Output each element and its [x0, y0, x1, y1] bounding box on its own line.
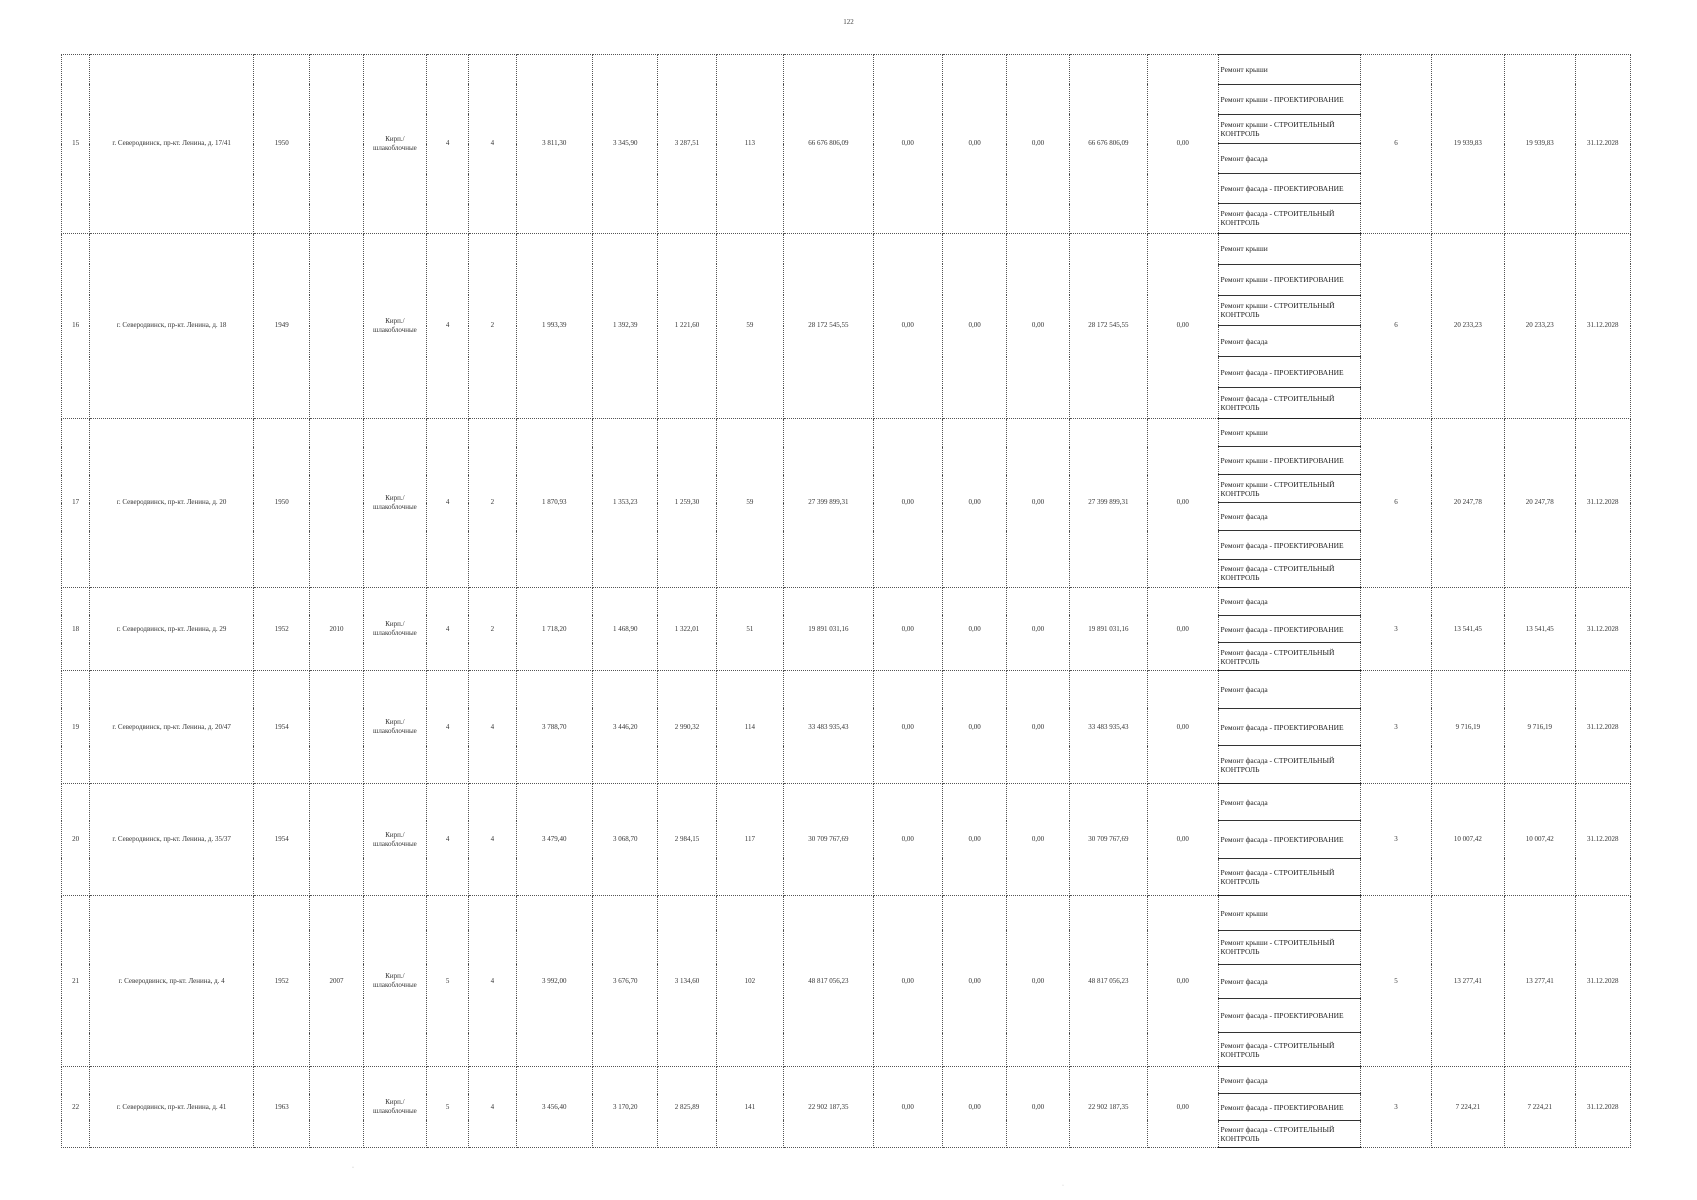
fund-regional: 0,00 [942, 233, 1006, 418]
floors: 4 [427, 671, 469, 784]
work-type: Ремонт фасада [1218, 783, 1361, 821]
deadline: 31.12.2028 [1575, 55, 1631, 234]
year-built: 1950 [254, 418, 310, 587]
table-row [62, 55, 1631, 85]
fund-other: 0,00 [1148, 1067, 1218, 1148]
year-repair: 2010 [310, 587, 363, 670]
works-count: 5 [1361, 896, 1431, 1067]
address: г. Северодвинск, пр-кт. Ленина, д. 20 [90, 418, 254, 587]
deadline: 31.12.2028 [1575, 671, 1631, 784]
works-count: 3 [1361, 587, 1431, 670]
wall-material: Кирп./ шлакоблочные [363, 896, 426, 1067]
limit-cost: 10 007,42 [1505, 783, 1575, 896]
wall-material: Кирп./ шлакоблочные [363, 233, 426, 418]
year-repair [310, 233, 363, 418]
work-type: Ремонт фасада - ПРОЕКТИРОВАНИЕ [1218, 821, 1361, 859]
entrances: 4 [469, 55, 516, 234]
entrances: 4 [469, 896, 516, 1067]
residents: 59 [716, 418, 783, 587]
work-type: Ремонт фасада [1218, 671, 1361, 709]
work-type: Ремонт фасада [1218, 1067, 1361, 1094]
residents: 51 [716, 587, 783, 670]
year-built: 1963 [254, 1067, 310, 1148]
work-type: Ремонт крыши - ПРОЕКТИРОВАНИЕ [1218, 84, 1361, 114]
cost-total: 66 676 806,09 [784, 55, 874, 234]
fund-other: 0,00 [1148, 783, 1218, 896]
fund-owners: 48 817 056,23 [1069, 896, 1147, 1067]
limit-cost: 13 277,41 [1505, 896, 1575, 1067]
area-total: 3 992,00 [516, 896, 592, 1067]
capital-repair-register-table [61, 54, 1631, 1148]
work-type: Ремонт фасада - ПРОЕКТИРОВАНИЕ [1218, 174, 1361, 204]
fund-local: 0,00 [1007, 671, 1069, 784]
row-number: 16 [62, 233, 90, 418]
cost-total: 27 399 899,31 [784, 418, 874, 587]
fund-local: 0,00 [1007, 55, 1069, 234]
fund-local: 0,00 [1007, 587, 1069, 670]
fund-owners: 22 902 187,35 [1069, 1067, 1147, 1148]
unit-cost: 13 541,45 [1431, 587, 1504, 670]
work-type: Ремонт крыши - СТРОИТЕЛЬНЫЙ КОНТРОЛЬ [1218, 930, 1361, 964]
area-premises: 1 353,23 [593, 418, 658, 587]
work-type: Ремонт фасада [1218, 587, 1361, 615]
area-living: 2 825,89 [658, 1067, 716, 1148]
scan-speck: · [352, 1165, 354, 1171]
work-type: Ремонт фасада - ПРОЕКТИРОВАНИЕ [1218, 615, 1361, 643]
work-type: Ремонт фасада - СТРОИТЕЛЬНЫЙ КОНТРОЛЬ [1218, 1033, 1361, 1067]
cost-total: 30 709 767,69 [784, 783, 874, 896]
table-row [62, 671, 1631, 709]
floors: 4 [427, 233, 469, 418]
work-type: Ремонт фасада - ПРОЕКТИРОВАНИЕ [1218, 357, 1361, 388]
year-repair [310, 671, 363, 784]
work-type: Ремонт фасада - ПРОЕКТИРОВАНИЕ [1218, 708, 1361, 746]
work-type: Ремонт крыши [1218, 896, 1361, 930]
fund-federal: 0,00 [873, 671, 942, 784]
work-type: Ремонт крыши [1218, 55, 1361, 85]
work-type: Ремонт крыши [1218, 233, 1361, 264]
year-built: 1950 [254, 55, 310, 234]
fund-regional: 0,00 [942, 55, 1006, 234]
page-number: 122 [843, 18, 854, 26]
table-row [62, 418, 1631, 446]
row-number: 20 [62, 783, 90, 896]
register-body [62, 55, 1631, 1148]
works-count: 3 [1361, 783, 1431, 896]
work-type: Ремонт фасада [1218, 144, 1361, 174]
fund-local: 0,00 [1007, 1067, 1069, 1148]
address: г. Северодвинск, пр-кт. Ленина, д. 29 [90, 587, 254, 670]
work-type: Ремонт крыши - СТРОИТЕЛЬНЫЙ КОНТРОЛЬ [1218, 475, 1361, 503]
year-built: 1952 [254, 896, 310, 1067]
area-premises: 3 170,20 [593, 1067, 658, 1148]
year-repair [310, 783, 363, 896]
area-living: 1 259,30 [658, 418, 716, 587]
entrances: 4 [469, 1067, 516, 1148]
works-count: 3 [1361, 1067, 1431, 1148]
work-type: Ремонт крыши - СТРОИТЕЛЬНЫЙ КОНТРОЛЬ [1218, 114, 1361, 144]
deadline: 31.12.2028 [1575, 418, 1631, 587]
limit-cost: 9 716,19 [1505, 671, 1575, 784]
residents: 141 [716, 1067, 783, 1148]
fund-regional: 0,00 [942, 783, 1006, 896]
residents: 59 [716, 233, 783, 418]
work-type: Ремонт фасада - ПРОЕКТИРОВАНИЕ [1218, 1094, 1361, 1121]
area-living: 1 221,60 [658, 233, 716, 418]
year-built: 1949 [254, 233, 310, 418]
work-type: Ремонт фасада - ПРОЕКТИРОВАНИЕ [1218, 998, 1361, 1032]
area-premises: 1 392,39 [593, 233, 658, 418]
fund-federal: 0,00 [873, 1067, 942, 1148]
fund-owners: 28 172 545,55 [1069, 233, 1147, 418]
fund-other: 0,00 [1148, 233, 1218, 418]
entrances: 2 [469, 418, 516, 587]
row-number: 15 [62, 55, 90, 234]
fund-other: 0,00 [1148, 587, 1218, 670]
work-type: Ремонт фасада [1218, 326, 1361, 357]
work-type: Ремонт фасада [1218, 503, 1361, 531]
fund-regional: 0,00 [942, 1067, 1006, 1148]
area-living: 2 990,32 [658, 671, 716, 784]
year-repair [310, 418, 363, 587]
limit-cost: 19 939,83 [1505, 55, 1575, 234]
entrances: 4 [469, 783, 516, 896]
entrances: 2 [469, 587, 516, 670]
address: г. Северодвинск, пр-кт. Ленина, д. 18 [90, 233, 254, 418]
floors: 4 [427, 587, 469, 670]
wall-material: Кирп./ шлакоблочные [363, 55, 426, 234]
area-total: 1 718,20 [516, 587, 592, 670]
area-living: 3 134,60 [658, 896, 716, 1067]
address: г. Северодвинск, пр-кт. Ленина, д. 17/41 [90, 55, 254, 234]
unit-cost: 7 224,21 [1431, 1067, 1504, 1148]
work-type: Ремонт фасада - СТРОИТЕЛЬНЫЙ КОНТРОЛЬ [1218, 858, 1361, 896]
row-number: 21 [62, 896, 90, 1067]
unit-cost: 20 247,78 [1431, 418, 1504, 587]
cost-total: 28 172 545,55 [784, 233, 874, 418]
row-number: 18 [62, 587, 90, 670]
fund-regional: 0,00 [942, 418, 1006, 587]
fund-local: 0,00 [1007, 896, 1069, 1067]
work-type: Ремонт фасада - СТРОИТЕЛЬНЫЙ КОНТРОЛЬ [1218, 746, 1361, 784]
entrances: 2 [469, 233, 516, 418]
work-type: Ремонт фасада - СТРОИТЕЛЬНЫЙ КОНТРОЛЬ [1218, 388, 1361, 419]
fund-regional: 0,00 [942, 587, 1006, 670]
area-total: 1 993,39 [516, 233, 592, 418]
area-living: 1 322,01 [658, 587, 716, 670]
work-type: Ремонт фасада - СТРОИТЕЛЬНЫЙ КОНТРОЛЬ [1218, 204, 1361, 234]
fund-owners: 27 399 899,31 [1069, 418, 1147, 587]
fund-federal: 0,00 [873, 233, 942, 418]
fund-federal: 0,00 [873, 587, 942, 670]
fund-owners: 19 891 031,16 [1069, 587, 1147, 670]
work-type: Ремонт крыши - СТРОИТЕЛЬНЫЙ КОНТРОЛЬ [1218, 295, 1361, 326]
unit-cost: 9 716,19 [1431, 671, 1504, 784]
limit-cost: 13 541,45 [1505, 587, 1575, 670]
floors: 5 [427, 1067, 469, 1148]
floors: 4 [427, 783, 469, 896]
year-built: 1954 [254, 783, 310, 896]
wall-material: Кирп./ шлакоблочные [363, 671, 426, 784]
address: г. Северодвинск, пр-кт. Ленина, д. 20/47 [90, 671, 254, 784]
unit-cost: 10 007,42 [1431, 783, 1504, 896]
limit-cost: 20 247,78 [1505, 418, 1575, 587]
floors: 5 [427, 896, 469, 1067]
unit-cost: 20 233,23 [1431, 233, 1504, 418]
work-type: Ремонт фасада - СТРОИТЕЛЬНЫЙ КОНТРОЛЬ [1218, 559, 1361, 587]
fund-federal: 0,00 [873, 896, 942, 1067]
fund-other: 0,00 [1148, 896, 1218, 1067]
work-type: Ремонт крыши - ПРОЕКТИРОВАНИЕ [1218, 447, 1361, 475]
deadline: 31.12.2028 [1575, 783, 1631, 896]
floors: 4 [427, 55, 469, 234]
fund-other: 0,00 [1148, 418, 1218, 587]
fund-local: 0,00 [1007, 783, 1069, 896]
address: г. Северодвинск, пр-кт. Ленина, д. 41 [90, 1067, 254, 1148]
works-count: 6 [1361, 418, 1431, 587]
fund-federal: 0,00 [873, 55, 942, 234]
area-premises: 3 446,20 [593, 671, 658, 784]
table-row [62, 1067, 1631, 1094]
wall-material: Кирп./ шлакоблочные [363, 587, 426, 670]
wall-material: Кирп./ шлакоблочные [363, 418, 426, 587]
year-repair [310, 1067, 363, 1148]
address: г. Северодвинск, пр-кт. Ленина, д. 4 [90, 896, 254, 1067]
table-row [62, 587, 1631, 615]
deadline: 31.12.2028 [1575, 1067, 1631, 1148]
scan-speck: · [1062, 1183, 1064, 1189]
area-total: 3 479,40 [516, 783, 592, 896]
fund-local: 0,00 [1007, 233, 1069, 418]
area-premises: 3 068,70 [593, 783, 658, 896]
entrances: 4 [469, 671, 516, 784]
work-type: Ремонт крыши - ПРОЕКТИРОВАНИЕ [1218, 264, 1361, 295]
fund-regional: 0,00 [942, 671, 1006, 784]
fund-owners: 33 483 935,43 [1069, 671, 1147, 784]
area-living: 3 287,51 [658, 55, 716, 234]
wall-material: Кирп./ шлакоблочные [363, 783, 426, 896]
residents: 102 [716, 896, 783, 1067]
year-built: 1954 [254, 671, 310, 784]
floors: 4 [427, 418, 469, 587]
residents: 117 [716, 783, 783, 896]
area-total: 1 870,93 [516, 418, 592, 587]
deadline: 31.12.2028 [1575, 587, 1631, 670]
area-premises: 3 676,70 [593, 896, 658, 1067]
fund-regional: 0,00 [942, 896, 1006, 1067]
row-number: 19 [62, 671, 90, 784]
fund-owners: 30 709 767,69 [1069, 783, 1147, 896]
work-type: Ремонт крыши [1218, 418, 1361, 446]
cost-total: 48 817 056,23 [784, 896, 874, 1067]
deadline: 31.12.2028 [1575, 233, 1631, 418]
works-count: 6 [1361, 55, 1431, 234]
cost-total: 19 891 031,16 [784, 587, 874, 670]
area-total: 3 788,70 [516, 671, 592, 784]
area-total: 3 456,40 [516, 1067, 592, 1148]
fund-local: 0,00 [1007, 418, 1069, 587]
area-premises: 3 345,90 [593, 55, 658, 234]
work-type: Ремонт фасада - СТРОИТЕЛЬНЫЙ КОНТРОЛЬ [1218, 643, 1361, 671]
table-row [62, 233, 1631, 264]
area-living: 2 984,15 [658, 783, 716, 896]
area-total: 3 811,30 [516, 55, 592, 234]
year-repair: 2007 [310, 896, 363, 1067]
unit-cost: 19 939,83 [1431, 55, 1504, 234]
cost-total: 22 902 187,35 [784, 1067, 874, 1148]
wall-material: Кирп./ шлакоблочные [363, 1067, 426, 1148]
year-built: 1952 [254, 587, 310, 670]
unit-cost: 13 277,41 [1431, 896, 1504, 1067]
row-number: 17 [62, 418, 90, 587]
works-count: 6 [1361, 233, 1431, 418]
works-count: 3 [1361, 671, 1431, 784]
residents: 113 [716, 55, 783, 234]
work-type: Ремонт фасада - ПРОЕКТИРОВАНИЕ [1218, 531, 1361, 559]
residents: 114 [716, 671, 783, 784]
row-number: 22 [62, 1067, 90, 1148]
limit-cost: 20 233,23 [1505, 233, 1575, 418]
fund-owners: 66 676 806,09 [1069, 55, 1147, 234]
fund-federal: 0,00 [873, 783, 942, 896]
address: г. Северодвинск, пр-кт. Ленина, д. 35/37 [90, 783, 254, 896]
fund-federal: 0,00 [873, 418, 942, 587]
table-row [62, 896, 1631, 930]
work-type: Ремонт фасада [1218, 964, 1361, 998]
fund-other: 0,00 [1148, 55, 1218, 234]
work-type: Ремонт фасада - СТРОИТЕЛЬНЫЙ КОНТРОЛЬ [1218, 1120, 1361, 1147]
fund-other: 0,00 [1148, 671, 1218, 784]
cost-total: 33 483 935,43 [784, 671, 874, 784]
limit-cost: 7 224,21 [1505, 1067, 1575, 1148]
year-repair [310, 55, 363, 234]
area-premises: 1 468,90 [593, 587, 658, 670]
table-row [62, 783, 1631, 821]
deadline: 31.12.2028 [1575, 896, 1631, 1067]
